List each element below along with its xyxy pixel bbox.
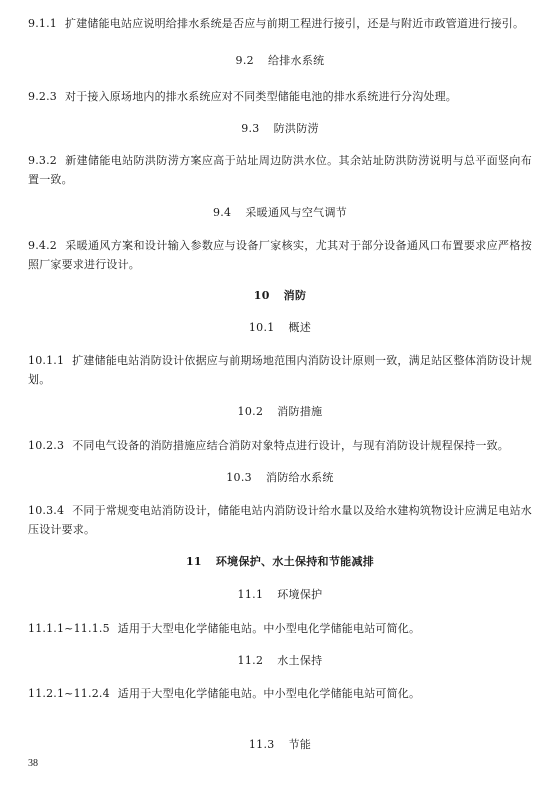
section-heading-10-3 (28, 470, 532, 486)
section-title: 防洪防涝 (273, 122, 319, 135)
section-number: 10.1 (248, 321, 275, 334)
section-number: 9.2 (235, 54, 254, 67)
clause-text: 新建储能电站防洪防涝方案应高于站址周边防洪水位。其余站址防洪防涝说明与总平面竖向布置一致。 (28, 154, 532, 186)
clause-number: 10.1.1 (28, 354, 65, 367)
clause-10-1-1 (28, 351, 532, 389)
clause-number: 9.2.3 (28, 90, 57, 103)
chapter-heading-10 (28, 288, 532, 304)
clause-11-1 (28, 619, 532, 638)
clause-number: 10.2.3 (28, 439, 65, 452)
section-number: 10.3 (226, 471, 252, 484)
chapter-number: 10 (253, 289, 270, 302)
section-title: 给排水系统 (267, 54, 325, 67)
clause-number: 9.3.2 (28, 154, 57, 167)
section-title: 节能 (288, 738, 312, 751)
section-title: 水土保持 (277, 654, 323, 667)
clause-text: 对于接入原场地内的排水系统应对不同类型储能电池的排水系统进行分沟处理。 (65, 90, 457, 103)
section-number: 10.2 (237, 405, 264, 418)
chapter-title: 环境保护、水土保持和节能减排 (215, 555, 375, 568)
section-heading-10-2 (28, 404, 532, 420)
clause-text: 采暖通风方案和设计输入参数应与设备厂家核实，尤其对于部分设备通风口布置要求应严格按照厂家要求进行设计。 (28, 239, 532, 271)
clause-10-3-4 (28, 501, 532, 539)
clause-number: 11.2.1~11.2.4 (28, 687, 110, 700)
clause-9-2-3 (28, 87, 532, 106)
section-number: 11.2 (237, 654, 264, 667)
section-heading-9-2 (28, 53, 532, 69)
section-number: 9.4 (212, 206, 232, 219)
clause-number: 10.3.4 (28, 504, 65, 517)
section-heading-11-1 (28, 587, 532, 603)
section-heading-9-3 (28, 121, 532, 137)
clause-text: 扩建储能电站应说明给排水系统是否应与前期工程进行接引，还是与附近市政管道进行接引。 (65, 17, 525, 30)
section-title: 采暖通风与空气调节 (245, 206, 348, 219)
clause-9-3-2 (28, 151, 532, 189)
clause-text: 扩建储能电站消防设计依据应与前期场地范围内消防设计原则一致，满足站区整体消防设计规划。 (28, 354, 532, 386)
clause-text: 适用于大型电化学储能电站。中小型电化学储能电站可简化。 (117, 622, 421, 635)
chapter-number: 11 (185, 555, 202, 568)
clause-number: 9.4.2 (28, 239, 57, 252)
section-heading-11-3 (28, 737, 532, 753)
clause-9-4-2 (28, 236, 532, 274)
clause-text: 不同于常规变电站消防设计，储能电站内消防设计给水量以及给水建构筑物设计应满足电站水压设计要求。 (28, 504, 532, 536)
section-heading-10-1 (28, 320, 532, 336)
section-number: 11.1 (237, 588, 264, 601)
clause-10-2-3 (28, 436, 532, 455)
clause-text: 不同电气设备的消防措施应结合消防对象特点进行设计，与现有消防设计规程保持一致。 (72, 439, 509, 452)
clause-11-2 (28, 684, 532, 703)
section-number: 11.3 (248, 738, 275, 751)
section-title: 消防给水系统 (265, 471, 334, 484)
clause-text: 适用于大型电化学储能电站。中小型电化学储能电站可简化。 (117, 687, 421, 700)
chapter-heading-11 (28, 554, 532, 570)
section-number: 9.3 (241, 122, 260, 135)
section-heading-9-4 (28, 205, 532, 221)
chapter-title: 消防 (283, 289, 307, 302)
section-heading-11-2 (28, 653, 532, 669)
clause-number: 9.1.1 (28, 17, 57, 30)
section-title: 消防措施 (277, 405, 323, 418)
section-title: 环境保护 (277, 588, 323, 601)
clause-number: 11.1.1~11.1.5 (28, 622, 110, 635)
section-title: 概述 (288, 321, 312, 334)
page-number: 38 (28, 758, 38, 769)
clause-9-1-1 (28, 14, 532, 33)
